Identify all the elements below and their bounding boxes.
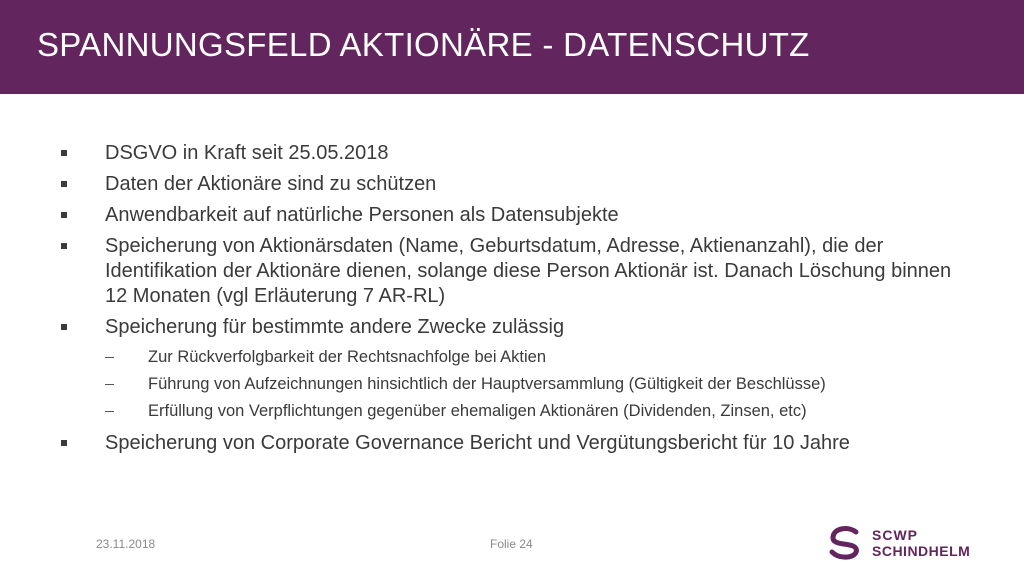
company-logo [826, 524, 986, 564]
bullet-item: Speicherung von Corporate Governance Bericht und Vergütungsbericht für 10 Jahre [60, 431, 960, 456]
footer-date: 23.11.2018 [96, 537, 156, 551]
bullet-list [60, 141, 960, 462]
logo-text-scwp: SCWP [872, 527, 918, 543]
bullet-item: Speicherung für bestimmte andere Zwecke zulässig [60, 315, 960, 340]
scwp-logo-mark-icon [826, 524, 866, 562]
sub-bullet-item: Erfüllung von Verpflichtungen gegenüber ehemaligen Aktionären (Dividenden, Zinsen, etc) [60, 400, 960, 422]
slide-title: SPANNUNGSFELD AKTIONÄRE - DATENSCHUTZ [37, 26, 810, 63]
bullet-item: Anwendbarkeit auf natürliche Personen als Datensubjekte [60, 203, 960, 228]
bullet-item: DSGVO in Kraft seit 25.05.2018 [60, 141, 960, 166]
bullet-item: Daten der Aktionäre sind zu schützen [60, 172, 960, 197]
sub-bullet-item: Führung von Aufzeichnungen hinsichtlich der Hauptversammlung (Gültigkeit der Beschlüsse) [60, 373, 960, 395]
footer-page-number: Folie 24 [490, 537, 533, 551]
bullet-item: Speicherung von Aktionärsdaten (Name, Geburtsdatum, Adresse, Aktienanzahl), die der Identifikation der Aktionäre dienen, solange diese Person Aktionär ist. Danach Löschung binnen 12 Monaten (vgl Erläuterung 7 AR-RL) [60, 234, 960, 309]
title-bar [0, 0, 1024, 94]
logo-text-schindhelm: SCHINDHELM [872, 543, 971, 559]
sub-bullet-item: Zur Rückverfolgbarkeit der Rechtsnachfolge bei Aktien [60, 346, 960, 368]
